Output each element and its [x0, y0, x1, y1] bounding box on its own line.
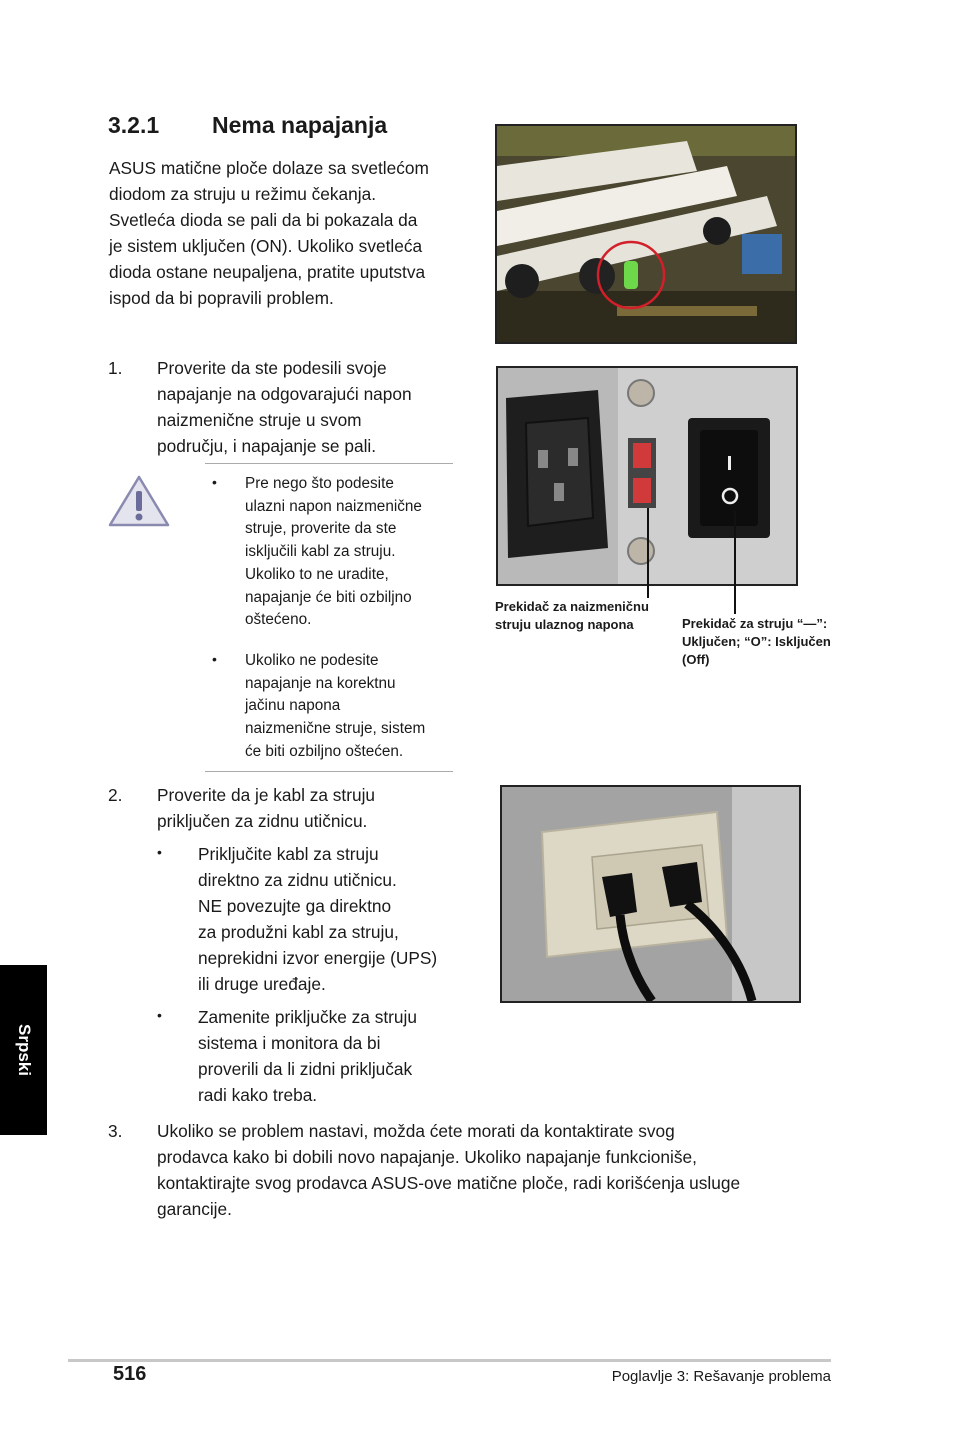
warning-bullet-2: [245, 650, 425, 764]
step-2-bullet-1-char: •: [157, 844, 162, 860]
warning-line: Pre nego što podesite: [245, 475, 394, 492]
warning-line: naizmenične struje, sistem: [245, 720, 426, 738]
warning-line: jačinu napona: [245, 697, 341, 715]
step-1-line: naizmenične struje u svom: [157, 410, 362, 430]
warning-bullet-1-char: •: [212, 474, 217, 490]
warning-top-rule: [205, 463, 453, 464]
page-number: 516: [113, 1363, 147, 1385]
step-2-bullet-line: radi kako treba.: [198, 1085, 318, 1105]
chapter-label: Poglavlje 3: Rešavanje problema: [611, 1368, 831, 1385]
step-2-text: [157, 782, 375, 834]
section-title: Nema napajanja: [212, 112, 388, 138]
step-1-number: 1.: [108, 358, 123, 378]
warning-line: napajanje na korektnu: [245, 674, 396, 692]
step-2-bullet-1: [198, 841, 437, 997]
warning-bullet-2-char: •: [212, 651, 217, 667]
motherboard-led-image: [497, 126, 795, 342]
intro-line: Svetleća dioda se pali da bi pokazala da: [109, 210, 418, 230]
step-2-bullet-line: neprekidni izvor energije (UPS): [198, 948, 438, 968]
step-3-line: Ukoliko se problem nastavi, možda ćete morati da kontaktirate svog: [157, 1121, 675, 1141]
intro-paragraph: [109, 155, 429, 311]
intro-line: ASUS matične ploče dolaze sa svetlećom: [109, 158, 429, 178]
step-2-bullet-line: NE povezujte ga direktno: [198, 896, 392, 916]
warning-line: napajanje će biti ozbiljno: [245, 588, 412, 606]
warning-line: isključili kabl za struju.: [245, 543, 396, 561]
step-1-line: napajanje na odgovarajući napon: [157, 384, 412, 404]
warning-triangle-icon: [107, 474, 171, 533]
intro-line: dioda ostane neupaljena, pratite uputstva: [109, 262, 426, 282]
step-3-line: prodavca kako bi dobili novo napajanje. Ukoliko napajanje funkcioniše,: [157, 1147, 697, 1167]
step-1-text: [157, 355, 412, 459]
intro-line: ispod da bi popravili problem.: [109, 288, 334, 308]
warning-line: oštećeno.: [245, 611, 312, 629]
voltage-switch-callout-line: [647, 508, 649, 598]
caption-line: Prekidač za struju “—”:: [682, 616, 828, 631]
step-2-bullet-2: [198, 1004, 417, 1108]
power-switch-callout-line: [734, 511, 736, 614]
step-1-line: području, i napajanje se pali.: [157, 436, 377, 456]
step-2-bullet-line: direktno za zidnu utičnicu.: [198, 870, 397, 890]
section-number: 3.2.1: [108, 112, 160, 138]
step-2-bullet-2-char: •: [157, 1007, 162, 1023]
intro-line: diodom za struju u režimu čekanja.: [109, 184, 377, 204]
step-2-line: Proverite da je kabl za struju: [157, 785, 376, 805]
warning-line: će biti ozbiljno oštećen.: [245, 742, 404, 760]
warning-line: ulazni napon naizmenične: [245, 497, 422, 515]
caption-line: (Off): [682, 652, 710, 667]
wall-outlet-photo: [500, 785, 801, 1003]
step-3-number: 3.: [108, 1121, 123, 1141]
step-2-bullet-line: za produžni kabl za struju,: [198, 922, 399, 942]
step-2-bullet-line: proverili da li zidni priključak: [198, 1059, 413, 1079]
step-1-line: Proverite da ste podesili svoje: [157, 358, 387, 378]
footer-rule: [68, 1359, 831, 1362]
section-heading: [108, 112, 387, 139]
caption-line: Prekidač za naizmeničnu: [495, 599, 649, 614]
step-2-bullet-line: sistema i monitora da bi: [198, 1033, 381, 1053]
language-side-tab: [0, 965, 47, 1135]
step-3-text: [157, 1118, 740, 1222]
caption-line: Uključen; “O”: Isključen: [682, 634, 831, 649]
warning-line: Ukoliko ne podesite: [245, 652, 379, 669]
wall-outlet-image: [502, 787, 799, 1001]
voltage-switch-caption: [495, 598, 649, 634]
step-3-line: kontaktirajte svog prodavca ASUS-ove matične ploče, radi korišćenja usluge: [157, 1173, 741, 1193]
motherboard-led-photo: [495, 124, 797, 344]
warning-bottom-rule: [205, 771, 453, 772]
step-2-line: priključen za zidnu utičnicu.: [157, 811, 368, 831]
step-2-bullet-line: Zamenite priključke za struju: [198, 1007, 417, 1027]
warning-line: struje, proverite da ste: [245, 520, 397, 538]
step-2-bullet-line: ili druge uređaje.: [198, 974, 326, 994]
warning-bullet-1: [245, 473, 422, 632]
intro-line: je sistem uključen (ON). Ukoliko svetleća: [109, 236, 423, 256]
caption-line: struju ulaznog napona: [495, 617, 634, 632]
warning-line: Ukoliko to ne uradite,: [245, 565, 389, 583]
step-2-bullet-line: Priključite kabl za struju: [198, 844, 379, 864]
power-switch-caption: [682, 615, 831, 669]
step-3-line: garancije.: [157, 1199, 232, 1219]
step-2-number: 2.: [108, 785, 123, 805]
side-tab-label: Srpski: [14, 1024, 34, 1076]
